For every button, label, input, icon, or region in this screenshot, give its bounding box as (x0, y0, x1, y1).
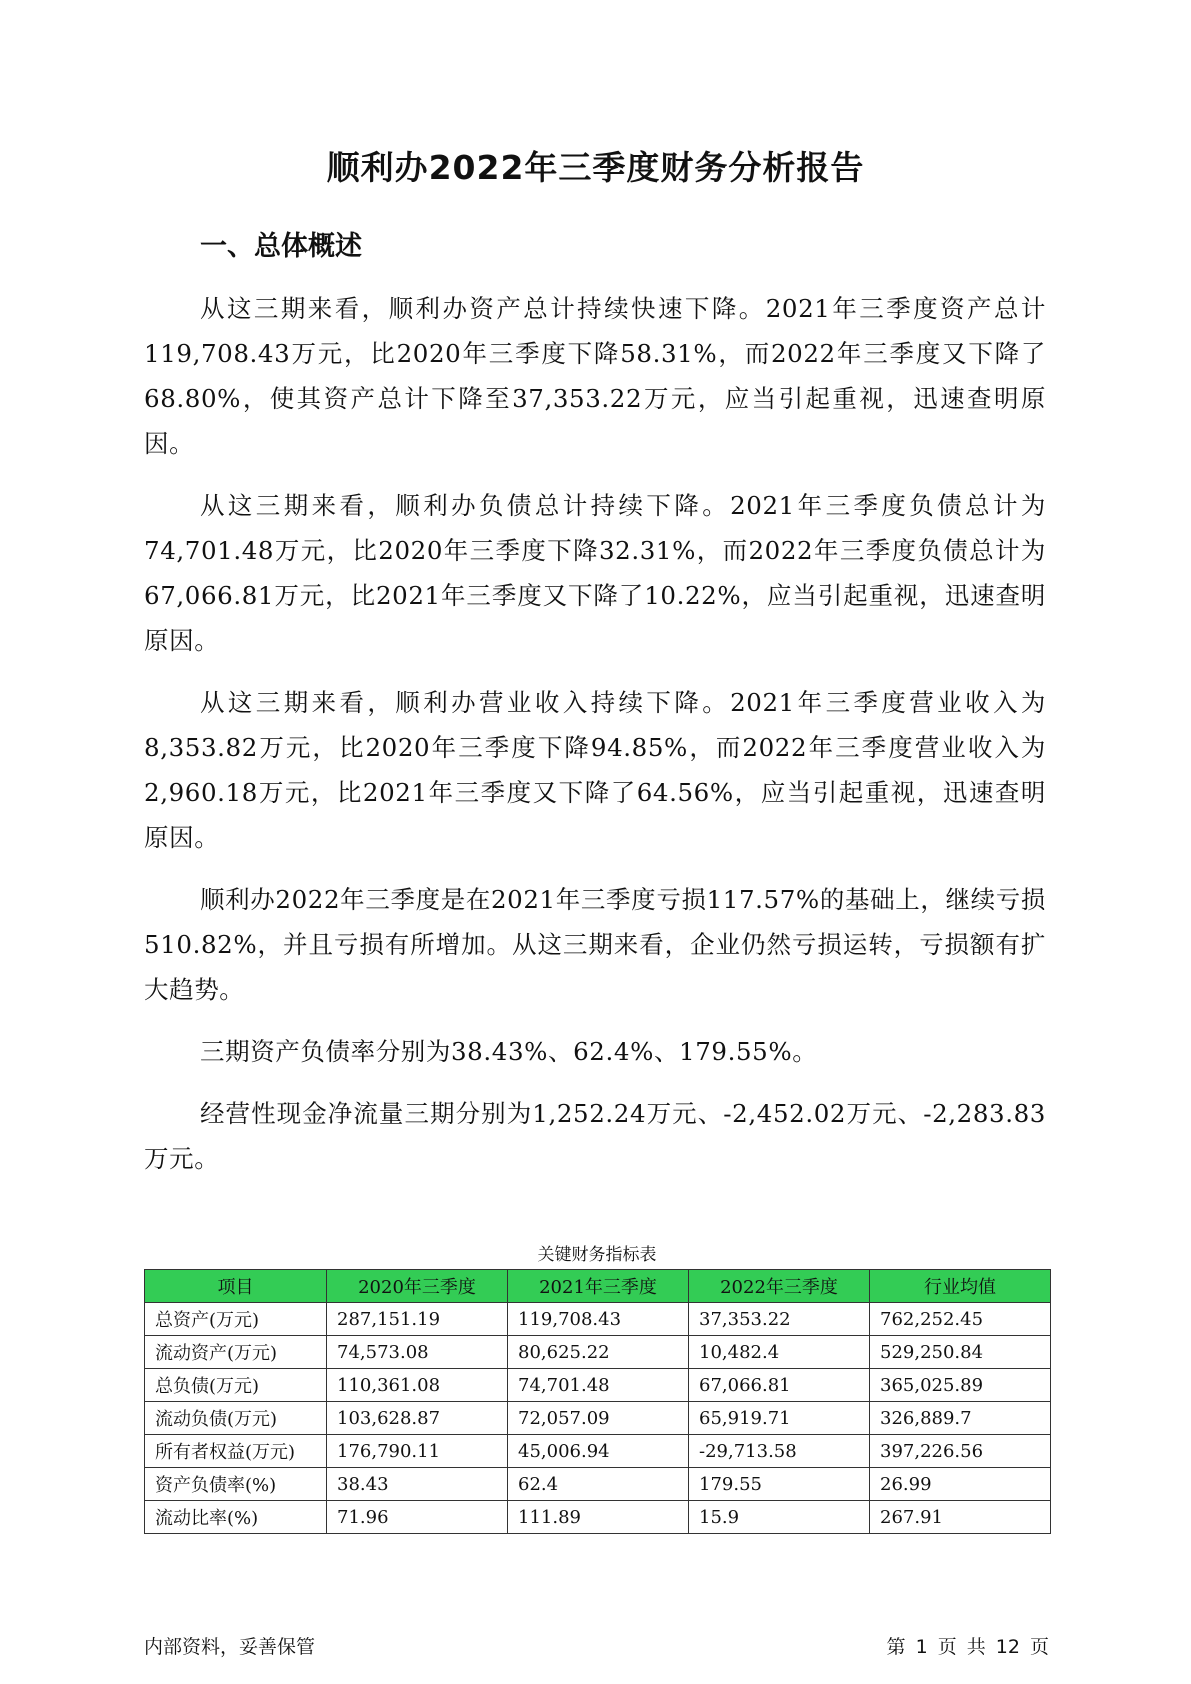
table-cell: 110,361.08 (327, 1369, 508, 1402)
table-cell: 287,151.19 (327, 1303, 508, 1336)
table-row (145, 1501, 1051, 1534)
table-cell: 397,226.56 (870, 1435, 1051, 1468)
paragraph-assets: 从这三期来看，顺利办资产总计持续快速下降。2021年三季度资产总计119,708.43万元，比2020年三季度下降58.31%，而2022年三季度又下降了68.80%，使其资产总计下降至37,353.22万元，应当引起重视，迅速查明原因。 (144, 294, 1046, 458)
footer-page-number: 第 1 页 共 12 页 (886, 1636, 1049, 1658)
table-cell: 10,482.4 (689, 1336, 870, 1369)
table-cell: 267.91 (870, 1501, 1051, 1534)
table-cell: 72,057.09 (508, 1402, 689, 1435)
table-cell: 流动比率(%) (145, 1501, 327, 1534)
paragraph-debt-ratio: 三期资产负债率分别为38.43%、62.4%、179.55%。 (200, 1037, 818, 1066)
table-cell: 62.4 (508, 1468, 689, 1501)
table-row (145, 1303, 1051, 1336)
paragraph-profit: 顺利办2022年三季度是在2021年三季度亏损117.57%的基础上，继续亏损510.82%，并且亏损有所增加。从这三期来看，企业仍然亏损运转，亏损额有扩大趋势。 (144, 885, 1046, 1004)
table-cell: 103,628.87 (327, 1402, 508, 1435)
table-cell: 176,790.11 (327, 1435, 508, 1468)
report-body (144, 286, 1046, 1198)
table-row (145, 1468, 1051, 1501)
table-cell: 119,708.43 (508, 1303, 689, 1336)
paragraph-liabilities: 从这三期来看，顺利办负债总计持续下降。2021年三季度负债总计为74,701.48万元，比2020年三季度下降32.31%，而2022年三季度负债总计为67,066.81万元，比2021年三季度又下降了10.22%，应当引起重视，迅速查明原因。 (144, 491, 1046, 655)
table-cell: 总资产(万元) (145, 1303, 327, 1336)
table-cell: 所有者权益(万元) (145, 1435, 327, 1468)
table-cell: 80,625.22 (508, 1336, 689, 1369)
table-cell: 326,889.7 (870, 1402, 1051, 1435)
table-cell: 45,006.94 (508, 1435, 689, 1468)
table-header-cell: 2022年三季度 (689, 1270, 870, 1303)
table-cell: 762,252.45 (870, 1303, 1051, 1336)
table-cell: 37,353.22 (689, 1303, 870, 1336)
table-cell: 74,701.48 (508, 1369, 689, 1402)
table-cell: 资产负债率(%) (145, 1468, 327, 1501)
table-cell: 67,066.81 (689, 1369, 870, 1402)
table-cell: 38.43 (327, 1468, 508, 1501)
table-row (145, 1402, 1051, 1435)
table-header-cell: 项目 (145, 1270, 327, 1303)
table-header-cell: 行业均值 (870, 1270, 1051, 1303)
table-cell: 74,573.08 (327, 1336, 508, 1369)
financial-indicators-table (144, 1269, 1051, 1534)
table-caption: 关键财务指标表 (537, 1245, 657, 1265)
report-title: 顺利办2022年三季度财务分析报告 (326, 148, 865, 187)
footer-confidential-note: 内部资料，妥善保管 (144, 1636, 316, 1658)
table-cell: -29,713.58 (689, 1435, 870, 1468)
section-heading: 一、总体概述 (200, 231, 362, 262)
table-cell: 365,025.89 (870, 1369, 1051, 1402)
table-header-cell: 2020年三季度 (327, 1270, 508, 1303)
table-cell: 15.9 (689, 1501, 870, 1534)
paragraph-cash-flow: 经营性现金净流量三期分别为1,252.24万元、-2,452.02万元、-2,283.83万元。 (144, 1099, 1046, 1173)
table-cell: 179.55 (689, 1468, 870, 1501)
table-cell: 529,250.84 (870, 1336, 1051, 1369)
paragraph-revenue: 从这三期来看，顺利办营业收入持续下降。2021年三季度营业收入为8,353.82万元，比2020年三季度下降94.85%，而2022年三季度营业收入为2,960.18万元，比2021年三季度又下降了64.56%，应当引起重视，迅速查明原因。 (144, 688, 1046, 852)
table-header-row (145, 1270, 1051, 1303)
table-row (145, 1369, 1051, 1402)
table-row (145, 1336, 1051, 1369)
table-cell: 26.99 (870, 1468, 1051, 1501)
table-cell: 65,919.71 (689, 1402, 870, 1435)
table-cell: 流动资产(万元) (145, 1336, 327, 1369)
table-cell: 总负债(万元) (145, 1369, 327, 1402)
table-cell: 111.89 (508, 1501, 689, 1534)
table-row (145, 1435, 1051, 1468)
table-cell: 71.96 (327, 1501, 508, 1534)
table-header-cell: 2021年三季度 (508, 1270, 689, 1303)
table-cell: 流动负债(万元) (145, 1402, 327, 1435)
